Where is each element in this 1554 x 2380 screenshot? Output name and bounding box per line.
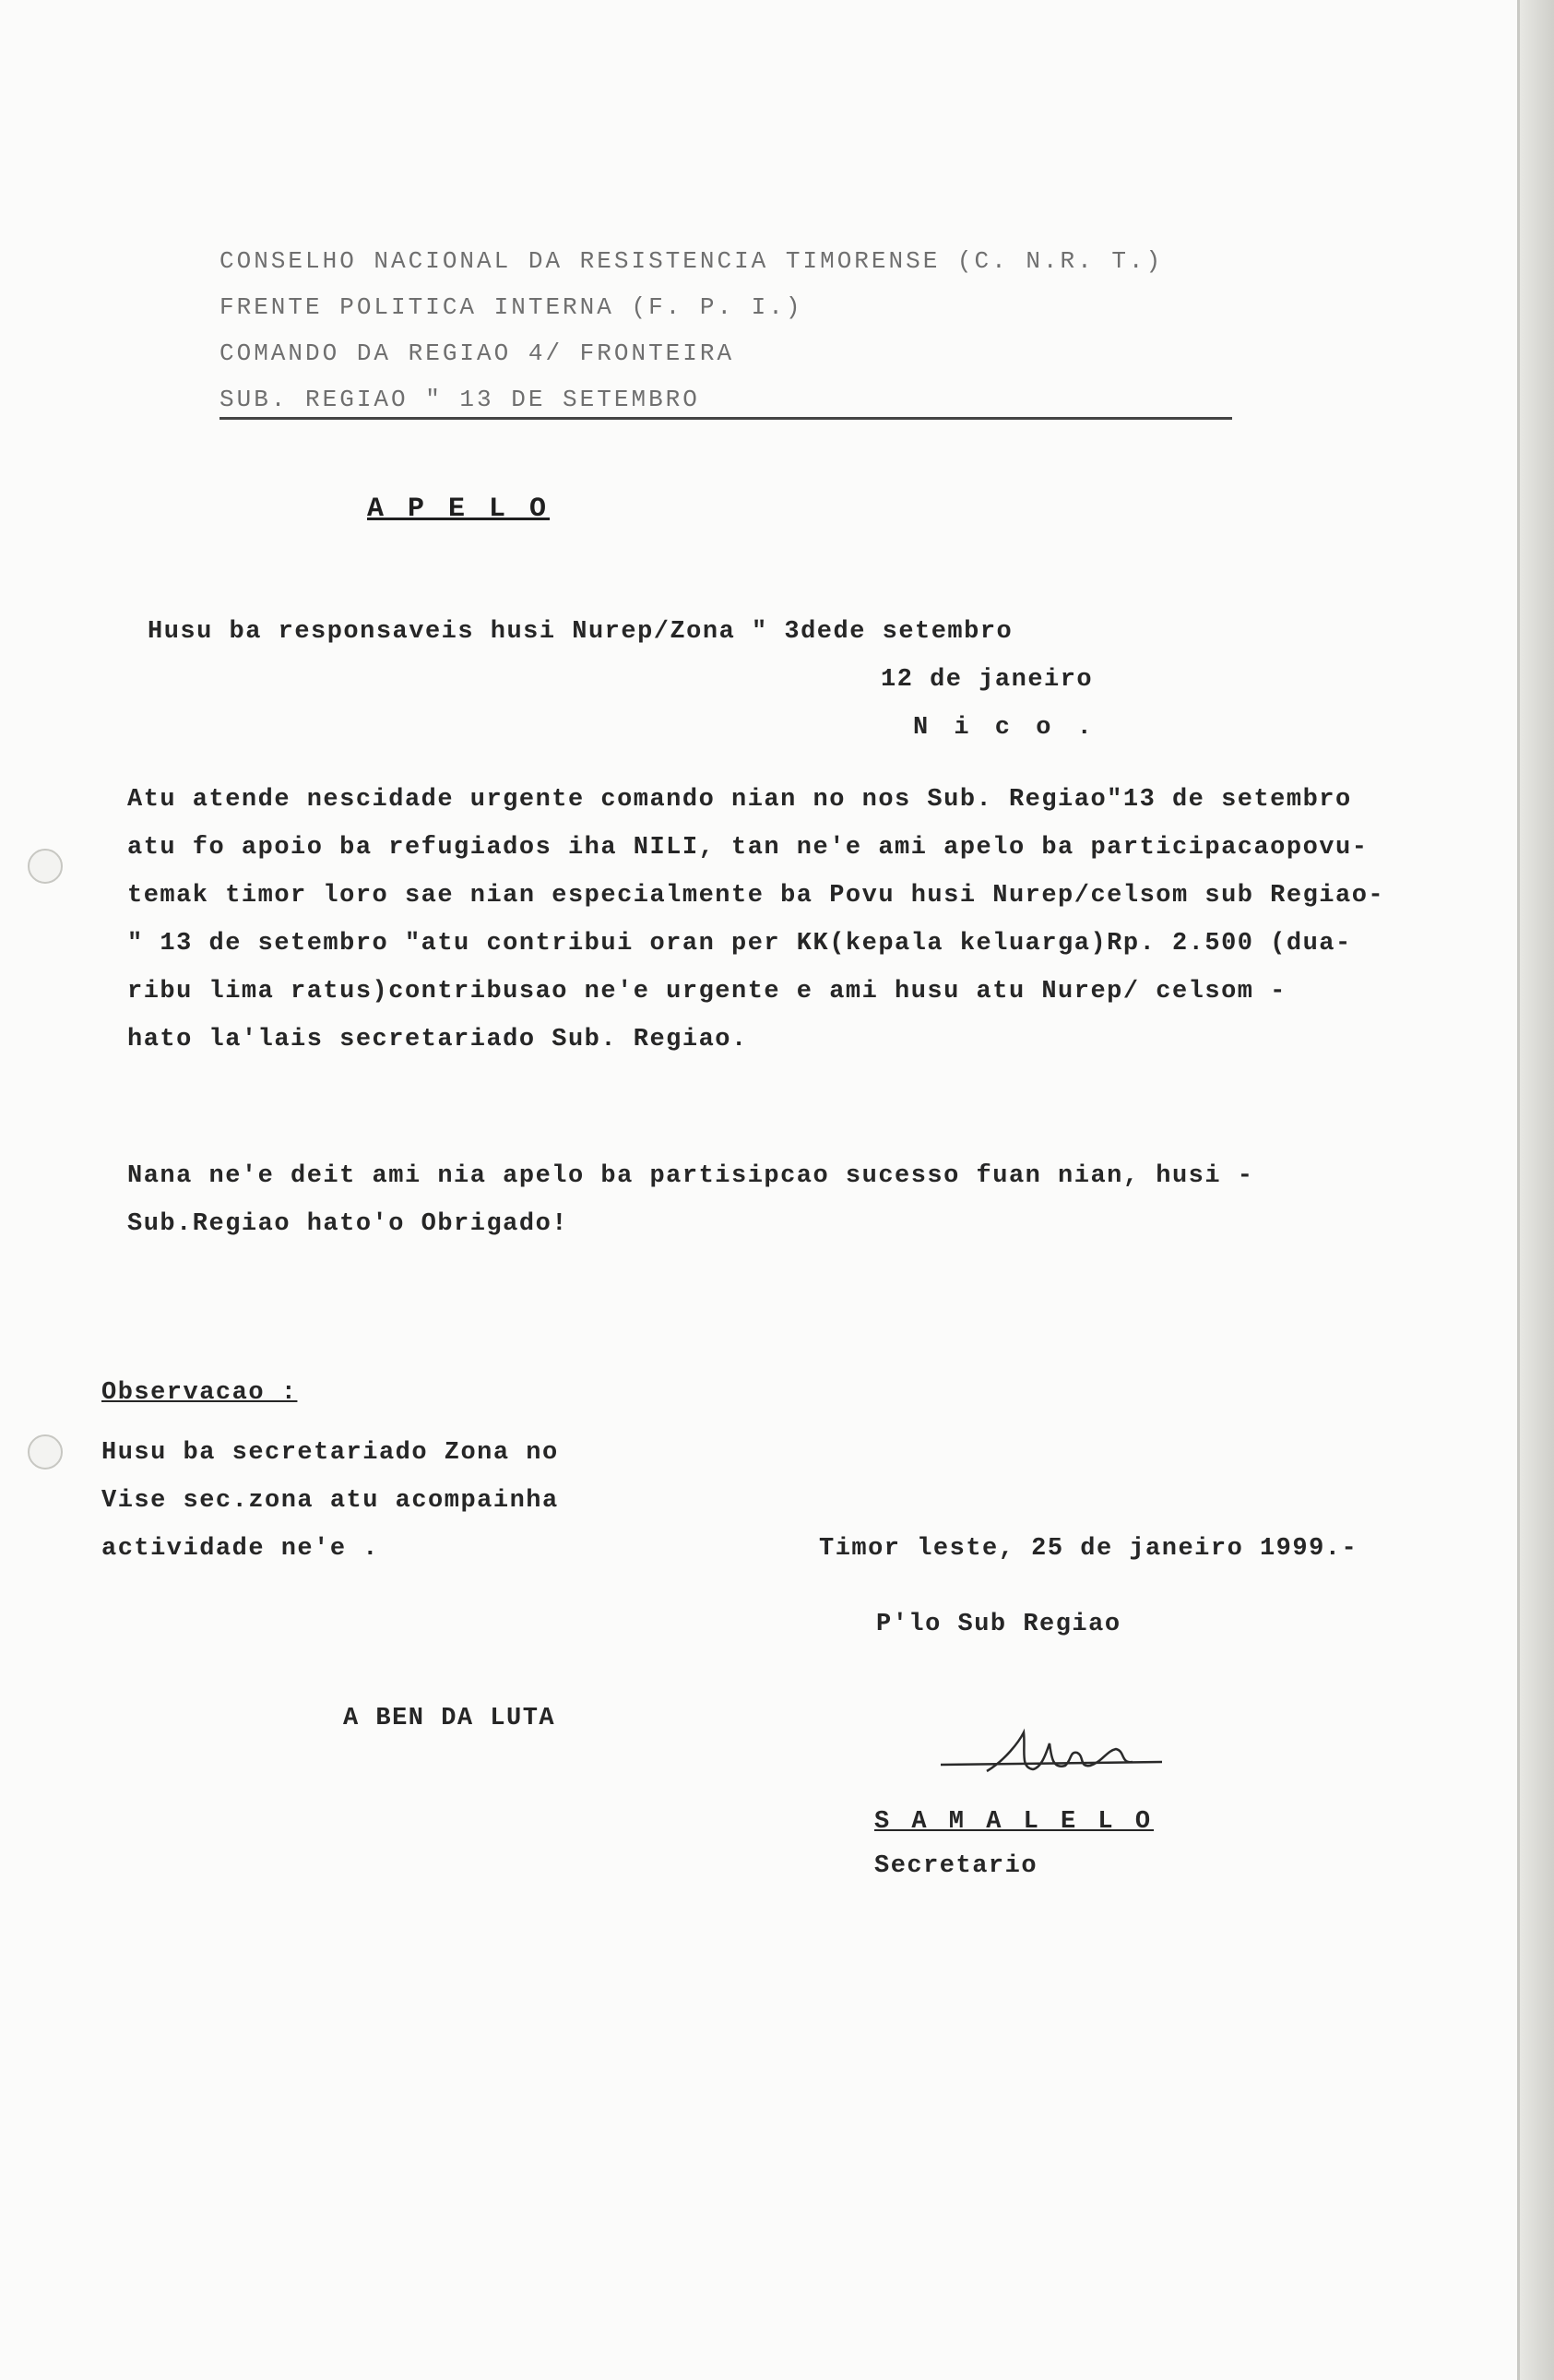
letterhead-rule — [219, 417, 1232, 420]
letterhead-line-1: CONSELHO NACIONAL DA RESISTENCIA TIMORENSE (C. N.R. T.) — [219, 247, 1164, 275]
letterhead-line-4: SUB. REGIAO " 13 DE SETEMBRO — [219, 386, 700, 413]
paper-edge — [1520, 0, 1554, 2380]
document-title: A P E L O — [367, 494, 551, 525]
observation-line: Husu ba secretariado Zona no — [101, 1439, 559, 1467]
paragraph-line: temak timor loro sae nian especialmente ba Povu husi Nurep/celsom sub Regiao- — [127, 882, 1385, 910]
addressee-line-2: 12 de janeiro — [881, 666, 1094, 694]
letterhead-line-2: FRENTE POLITICA INTERNA (F. P. I.) — [219, 293, 803, 321]
letterhead-line-3: COMANDO DA REGIAO 4/ FRONTEIRA — [219, 339, 735, 367]
paragraph-line: ribu lima ratus)contribusao ne'e urgente e ami husu atu Nurep/ celsom - — [127, 978, 1287, 1006]
paragraph-line: hato la'lais secretariado Sub. Regiao. — [127, 1026, 748, 1053]
observation-line: Vise sec.zona atu acompainha — [101, 1487, 559, 1515]
paragraph-line: Nana ne'e deit ami nia apelo ba partisipcao sucesso fuan nian, husi - — [127, 1162, 1254, 1190]
handwritten-signature — [931, 1723, 1180, 1788]
punch-hole — [28, 1434, 63, 1470]
motto: A BEN DA LUTA — [343, 1705, 556, 1732]
paragraph-line: " 13 de setembro "atu contribui oran per KK(kepala keluarga)Rp. 2.500 (dua- — [127, 930, 1352, 958]
observation-heading: Observacao : — [101, 1379, 298, 1407]
paragraph-line: atu fo apoio ba refugiados iha NILI, tan ne'e ami apelo ba participacaopovu- — [127, 834, 1369, 862]
signatory-role: Secretario — [874, 1852, 1038, 1880]
observation-line: actividade ne'e . — [101, 1535, 379, 1563]
punch-hole — [28, 849, 63, 884]
on-behalf-line: P'lo Sub Regiao — [876, 1611, 1121, 1638]
signatory-name: S A M A L E L O — [874, 1808, 1155, 1836]
paragraph-line: Sub.Regiao hato'o Obrigado! — [127, 1210, 568, 1238]
addressee-line-3: N i c o . — [913, 714, 1097, 742]
addressee-line-1: Husu ba responsaveis husi Nurep/Zona " 3dede setembro — [148, 618, 1014, 646]
paragraph-line: Atu atende nescidade urgente comando nian no nos Sub. Regiao"13 de setembro — [127, 786, 1352, 814]
place-date: Timor leste, 25 de janeiro 1999.- — [819, 1535, 1358, 1563]
